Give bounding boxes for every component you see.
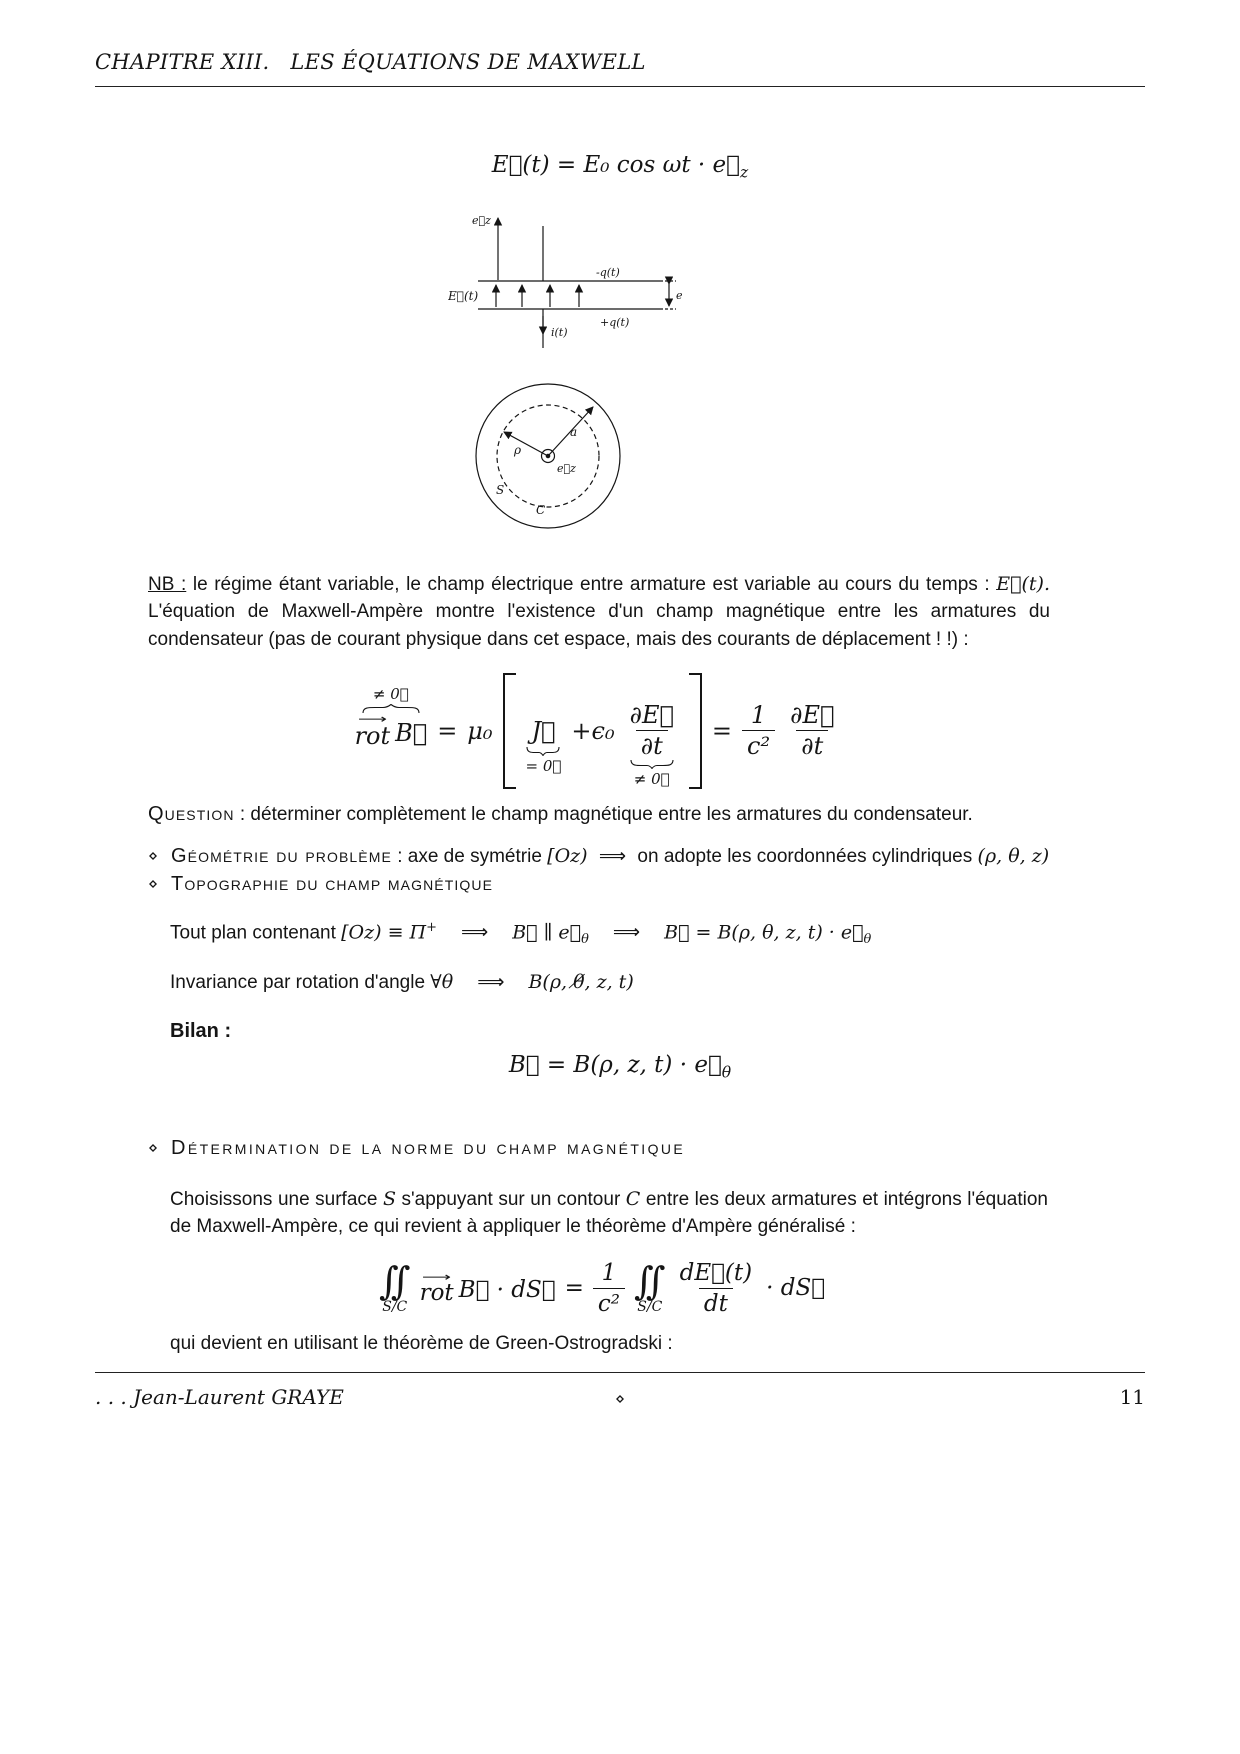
de-dt-rhs-numerator: ∂E⃗ [790, 701, 835, 730]
equation-electric-field-sub: z [739, 162, 749, 182]
question-paragraph [148, 803, 1145, 826]
chapter-header [95, 50, 1145, 87]
equals-sign: = [711, 716, 733, 745]
ez-label: e⃗z [557, 461, 576, 475]
mu-zero: μ₀ [467, 716, 493, 745]
one-over-c2-fraction [742, 702, 775, 759]
one-over-c2-denominator: c² [742, 730, 775, 759]
geometry-label: Géométrie du problème [171, 845, 392, 868]
b-no-theta: B(ρ, θ̸, z, t) [528, 971, 634, 994]
chapter-title: CHAPITRE XIII. LES ÉQUATIONS DE MAXWELL [95, 50, 646, 74]
chois-text-3: entre les deux armatures et intégrons l'équation de Maxwell-Ampère, ce qui revient à appliquer le théorème d'Ampère généralisé : [170, 1188, 1048, 1238]
capacitor-figure [95, 208, 1145, 364]
implies-arrow: ⟹ [612, 921, 641, 944]
nb-text-2: L'équation de Maxwell-Ampère montre l'existence d'un champ magnétique entre les armatures du condensateur (pas de courant physique dans cet espace, mais des courants de déplacement ! !) : [148, 601, 1050, 650]
implies-arrow: ⟹ [598, 845, 627, 868]
contour-figure [95, 370, 1145, 551]
topography-label: Topographie du champ magnétique [171, 873, 494, 896]
maxwell-equation-row [355, 672, 840, 789]
radius-rho-arrow [504, 432, 548, 456]
geometry-text-1: : axe de symétrie [391, 846, 548, 868]
current-label: i(t) [551, 325, 568, 339]
double-integral-icon: ∫∫ [633, 1259, 658, 1304]
nb-math-e-field: E⃗(t). [996, 572, 1051, 595]
chois-text-1: Choisissons une surface [170, 1188, 383, 1210]
de-dt-numerator: ∂E⃗ [629, 701, 674, 730]
de-dt-fraction [675, 1260, 758, 1317]
vector-arrow-icon: ⟶ [357, 711, 387, 726]
diamond-bullet-icon: ⋄ [148, 848, 159, 866]
capacitor-diagram [448, 208, 708, 358]
footer-author: . . . Jean-Laurent GRAYE [95, 1385, 344, 1409]
underbrace-icon [526, 746, 560, 756]
plane-math-oz: [Oz) ≡ Π [341, 921, 427, 944]
etheta-sub: θ [581, 932, 589, 948]
one-over-c2-numerator: 1 [601, 1259, 617, 1286]
j-annotation: = 0⃗ [525, 756, 562, 775]
green-text: qui devient en utilisant le théorème de Green-Ostrogradski : [170, 1332, 673, 1354]
forall-theta: ∀θ [430, 971, 454, 994]
implies-arrow: ⟹ [477, 971, 505, 994]
one-over-c2-numerator: 1 [750, 701, 767, 730]
double-integral-icon: ∫∫ [378, 1259, 403, 1304]
chois-text-2: s'appuyant sur un contour [396, 1188, 626, 1210]
equation-ampere-integral [95, 1260, 1145, 1317]
equals-sign: = [564, 1275, 584, 1302]
plane-pi-sup: + [426, 920, 437, 936]
equation-electric-field-text: E⃗(t) = E₀ cos ωt · e⃗ [491, 152, 740, 178]
underbrace-icon [630, 759, 674, 769]
page-content [95, 100, 1145, 1355]
geometry-math-oz: [Oz) [547, 845, 588, 868]
nb-text-1: le régime étant variable, le champ électrique entre armature est variable au cours du temps : [186, 573, 997, 595]
current-density-term [526, 686, 562, 776]
contour-symbol: C [625, 1187, 641, 1210]
footer-page-number: 11 [1119, 1385, 1146, 1409]
plane-text: Tout plan contenant [170, 922, 342, 944]
double-integral-lhs [379, 1261, 411, 1315]
footer-diamond-icon: ⋄ [615, 1389, 626, 1408]
rot-b-annotation: ≠ 0⃗ [372, 684, 409, 703]
rot-vector [354, 711, 391, 750]
choisissons-paragraph [170, 1186, 1048, 1241]
one-over-c2-denominator: c² [593, 1288, 625, 1317]
radius-a-label: a [570, 424, 578, 439]
plus-charge-label: +q(t) [600, 315, 630, 329]
integral-domain: S/C [637, 1299, 663, 1316]
etheta-sub: θ [863, 932, 872, 948]
implies-arrow: ⟹ [460, 921, 489, 944]
b-field-form: B⃗ = B(ρ, θ, z, t) · e⃗ [664, 921, 864, 944]
double-integral-rhs [634, 1261, 666, 1315]
field-label: E⃗(t) [448, 288, 479, 303]
de-dt-rhs-denominator: ∂t [796, 730, 828, 759]
determination-label: Détermination de la norme du champ magnétique [171, 1136, 686, 1159]
b-dot-ds: B⃗ · dS⃗ [458, 1276, 556, 1303]
surface-symbol: S [382, 1187, 397, 1210]
question-label: Question [148, 803, 235, 826]
invariance-line [170, 971, 1145, 994]
equation-bilan [95, 1051, 1145, 1082]
plus-epsilon-zero: +ϵ₀ [571, 716, 615, 745]
geometry-math-coords: (ρ, θ, z) [977, 845, 1050, 868]
rot-word: rot [419, 1279, 454, 1306]
equation-maxwell-ampere [95, 672, 1145, 789]
right-bracket [689, 673, 702, 789]
plane-symmetry-line [170, 920, 1145, 947]
item-geometry [148, 845, 1145, 868]
vector-arrow-icon: ⟶ [421, 1269, 452, 1284]
diamond-bullet-icon: ⋄ [148, 876, 159, 894]
surface-label: S [496, 482, 505, 497]
equation-electric-field [95, 152, 1145, 182]
left-bracket [503, 673, 516, 789]
nb-paragraph [148, 571, 1050, 654]
displacement-term [625, 672, 679, 789]
b-field-symbol: B⃗ [395, 718, 428, 747]
radius-rho-label: ρ [514, 442, 522, 457]
diamond-bullet-icon: ⋄ [148, 1139, 159, 1157]
j-symbol: J⃗ [531, 716, 556, 745]
item-topography [148, 873, 1145, 896]
b-parallel-etheta: B⃗ ∥ e⃗ [512, 921, 582, 944]
minus-charge-label: -q(t) [596, 265, 620, 279]
item-determination [148, 1137, 1145, 1160]
integral-equation-row [379, 1260, 825, 1317]
rot-b-term [355, 684, 428, 778]
geometry-text-2: on adopte les coordonnées cylindriques [632, 846, 978, 868]
de-dt-fraction [625, 702, 679, 759]
rot-vector [419, 1269, 454, 1306]
de-dt-fraction-rhs [785, 702, 839, 759]
de-dt-denominator: dt [699, 1288, 733, 1317]
displacement-annotation: ≠ 0⃗ [633, 770, 670, 789]
rot-b-expression [354, 711, 428, 750]
ez-axis-label: e⃗z [472, 213, 491, 227]
bilan-equation-sub: θ [721, 1062, 732, 1082]
de-dt-denominator: ∂t [636, 730, 668, 759]
invariance-text: Invariance par rotation d'angle [170, 972, 431, 994]
de-dt-numerator: dE⃗(t) [679, 1259, 753, 1286]
page-footer [95, 1372, 1145, 1409]
green-ostrogradski-line [170, 1333, 1145, 1355]
question-text: : déterminer complètement le champ magnétique entre les armatures du condensateur. [234, 804, 973, 826]
gap-label: e [676, 288, 683, 302]
ez-dot [546, 454, 550, 458]
contour-label: C [536, 502, 546, 517]
dot-ds: · dS⃗ [766, 1275, 826, 1302]
bilan-label: Bilan : [170, 1020, 232, 1043]
one-over-c2-fraction [593, 1260, 625, 1317]
rot-word: rot [354, 721, 391, 750]
rot-b-ds [419, 1269, 556, 1306]
nb-label: NB : [148, 573, 187, 595]
equals-sign: = [437, 716, 458, 745]
bilan-equation-text: B⃗ = B(ρ, z, t) · e⃗ [508, 1052, 722, 1079]
contour-diagram [460, 370, 660, 545]
integral-domain: S/C [382, 1299, 408, 1316]
